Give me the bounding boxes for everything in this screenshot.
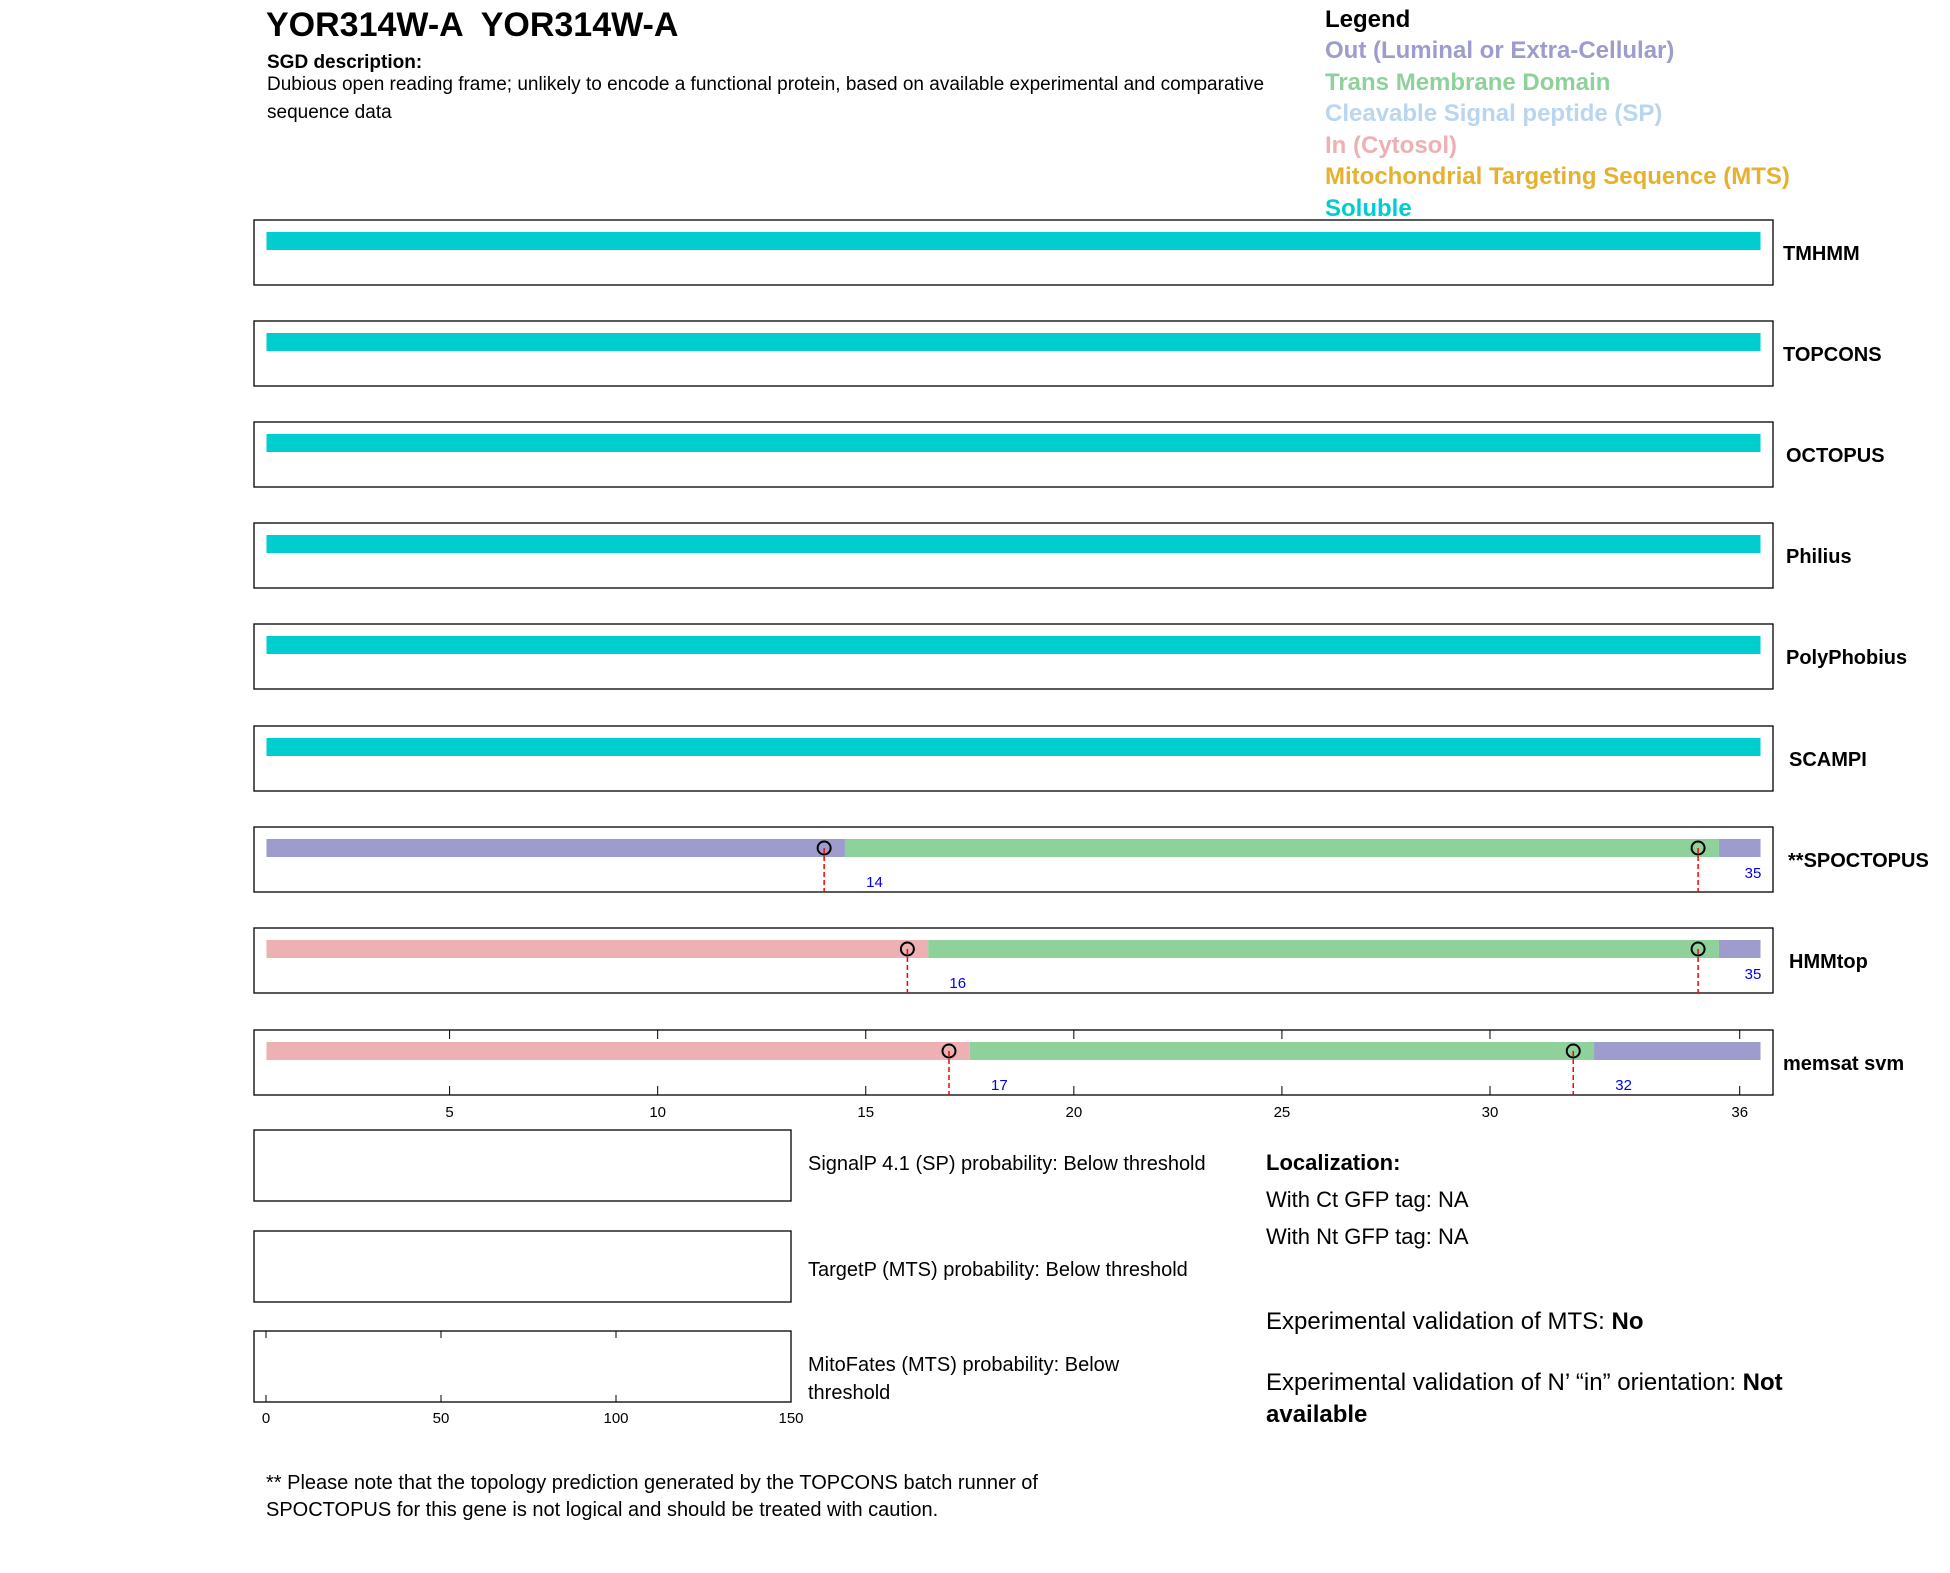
validation-orientation xyxy=(1266,1367,1866,1431)
x-tick-label: 36 xyxy=(1731,1104,1749,1121)
track-box xyxy=(254,523,1773,588)
mitofates-text: MitoFates (MTS) probability: Below threshold xyxy=(808,1354,1120,1404)
validation-orientation-label: Experimental validation of N’ “in” orientation: xyxy=(1266,1369,1743,1396)
legend-item-mts: Mitochondrial Targeting Sequence (MTS) xyxy=(1325,163,1790,191)
boundary-label: 16 xyxy=(949,975,967,992)
track-box xyxy=(254,827,1773,892)
topology-segment xyxy=(266,535,1760,553)
track-label: **SPOCTOPUS xyxy=(1788,850,1929,872)
topology-segment xyxy=(1719,839,1761,857)
track-box xyxy=(254,321,1773,386)
track-label: OCTOPUS xyxy=(1786,445,1885,467)
topology-segment xyxy=(1594,1042,1760,1060)
description-text: Dubious open reading frame; unlikely to encode a functional protein, based on available experimental and comparative sequence data xyxy=(267,74,1265,123)
prob-tick-label: 0 xyxy=(261,1410,271,1427)
topology-segment xyxy=(845,839,1719,857)
validation-mts xyxy=(1266,1308,1643,1336)
targetp-text: TargetP (MTS) probability: Below threshold xyxy=(808,1259,1188,1281)
legend-item-tm: Trans Membrane Domain xyxy=(1325,68,1611,96)
topology-segment xyxy=(266,839,844,857)
validation-orientation-value: Not available xyxy=(1266,1369,1783,1428)
topology-segment xyxy=(970,1042,1594,1060)
track-label: memsat svm xyxy=(1783,1053,1905,1075)
track-label: TOPCONS xyxy=(1783,344,1882,366)
track-box xyxy=(254,726,1773,791)
boundary-label: 35 xyxy=(1744,966,1762,983)
x-tick-label: 15 xyxy=(857,1104,875,1121)
legend-item-in: In (Cytosol) xyxy=(1325,131,1457,159)
footnote: ** Please note that the topology prediction generated by the TOPCONS batch runner of SPOCTOPUS for this gene is not logical and should be treated with caution. xyxy=(266,1472,1038,1521)
validation-mts-value: No xyxy=(1611,1308,1644,1335)
topology-segment xyxy=(928,940,1719,958)
probability-box xyxy=(254,1231,791,1302)
validation-mts-label: Experimental validation of MTS: xyxy=(1266,1308,1612,1335)
topology-segment xyxy=(266,738,1760,756)
legend-item-out: Out (Luminal or Extra-Cellular) xyxy=(1325,37,1675,64)
boundary-label: 17 xyxy=(990,1077,1008,1094)
page-title: YOR314W-A YOR314W-A xyxy=(266,6,679,44)
description-label: SGD description: xyxy=(267,52,423,73)
track-label: Philius xyxy=(1786,546,1852,568)
probability-box xyxy=(254,1130,791,1201)
signalp-text: SignalP 4.1 (SP) probability: Below threshold xyxy=(808,1153,1206,1175)
topology-segment xyxy=(266,636,1760,654)
boundary-label: 14 xyxy=(866,874,883,891)
track-label: TMHMM xyxy=(1783,243,1860,265)
track-label: HMMtop xyxy=(1789,951,1868,973)
track-box xyxy=(254,1030,1773,1095)
legend-title: Legend xyxy=(1325,6,1411,33)
topology-segment xyxy=(1719,940,1761,958)
probability-box xyxy=(254,1331,791,1402)
track-label: SCAMPI xyxy=(1789,749,1867,771)
boundary-label: 35 xyxy=(1744,865,1762,882)
boundary-label: 32 xyxy=(1615,1077,1632,1094)
legend-item-sp: Cleavable Signal peptide (SP) xyxy=(1325,100,1663,128)
topology-segment xyxy=(266,232,1760,250)
prob-tick-label: 100 xyxy=(603,1410,629,1427)
localization-ct: With Ct GFP tag: NA xyxy=(1266,1187,1469,1212)
x-tick-label: 30 xyxy=(1481,1104,1499,1121)
x-tick-label: 25 xyxy=(1273,1104,1291,1121)
topology-segment xyxy=(266,333,1760,351)
x-tick-label: 20 xyxy=(1065,1104,1083,1121)
topology-segment xyxy=(266,940,928,958)
topology-segment xyxy=(266,434,1760,452)
x-tick-label: 10 xyxy=(649,1104,667,1121)
track-label: PolyPhobius xyxy=(1786,647,1908,669)
track-box xyxy=(254,422,1773,487)
prob-tick-label: 150 xyxy=(778,1410,804,1427)
prob-tick-label: 50 xyxy=(432,1410,450,1427)
x-tick-label: 5 xyxy=(445,1104,454,1121)
track-box xyxy=(254,928,1773,993)
track-box xyxy=(254,220,1773,285)
localization-nt: With Nt GFP tag: NA xyxy=(1266,1224,1469,1249)
track-box xyxy=(254,624,1773,689)
topology-segment xyxy=(266,1042,969,1060)
legend-item-soluble: Soluble xyxy=(1325,194,1412,222)
localization-title: Localization: xyxy=(1266,1150,1401,1175)
